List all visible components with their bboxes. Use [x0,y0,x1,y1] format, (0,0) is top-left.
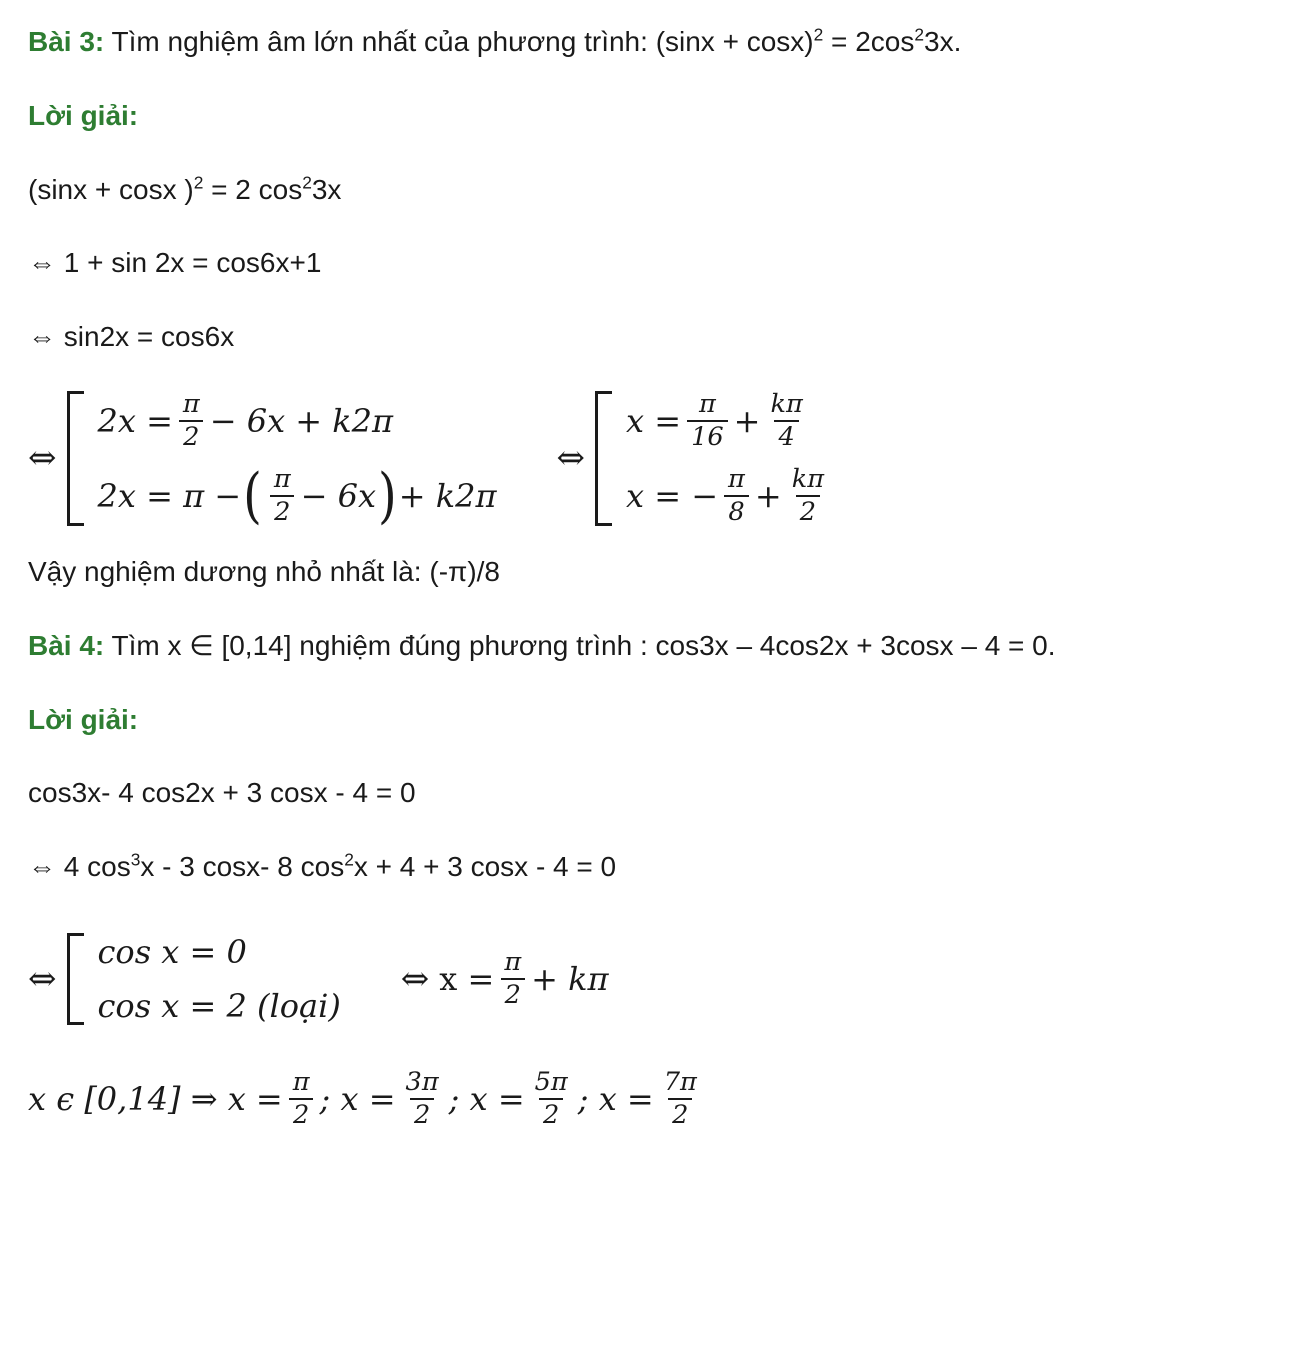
solutions-lhs: x ϵ [0,14] ⇒ x = [28,1079,283,1118]
left-row2-frac-num: π [273,464,291,495]
system-bracket-4 [67,933,84,1025]
right-row1-lhs: x = [626,401,682,440]
iff-symbol-right: ⇔ [556,438,586,479]
exercise-3-sup-1: 2 [813,24,824,45]
system-4-row2-text: cos x = 2 (loại) [97,986,341,1025]
result-4-fraction [500,949,525,1009]
solution-fraction-3 [531,1066,572,1130]
solution-3-line-2: ⇔ 1 + sin 2x = cos6x+1 [28,247,322,279]
solution-sep-2: ; x = [448,1079,525,1118]
iff-symbol-4-1: ⇔ [28,958,57,999]
solution-f1-num: π [292,1066,310,1097]
right-row2-plus: + [754,477,782,516]
system-4-row-2 [98,987,341,1025]
result-4-frac-num: π [504,947,522,978]
exercise-4-statement-text: Tìm x ∈ [0,14] nghiệm đúng phương trình : cos3x – 4cos2x + 3cosx – 4 = 0. [104,629,1056,661]
solution-fraction-1 [289,1066,314,1130]
right-row2-fraction-2 [788,466,828,526]
solution-3-conclusion: Vậy nghiệm dương nhỏ nhất là: (-π)/8 [28,556,501,588]
system-4-result [401,949,609,1009]
right-row2-fraction-1 [724,466,749,526]
right-row1-f1-num: π [698,388,716,419]
system-bracket-right [595,391,612,526]
solution-3-line1-sup2: 2 [302,172,312,193]
solution-fraction-4 [660,1066,701,1130]
solution-label-4 [28,700,1278,740]
exercise-3-statement [28,22,1278,62]
left-row2-rest: + k2π [398,477,497,516]
solution-f3-den: 2 [539,1098,563,1129]
iff-symbol-4-2: ⇔ [400,958,430,999]
left-system-row-1 [97,388,497,452]
right-row1-plus: + [733,401,761,440]
solution-f3-num: 5π [534,1066,568,1097]
right-row1-fraction-2 [766,388,806,452]
solution-4-heading: Lời giải: [28,703,139,735]
left-row2-lparen: ( [243,461,262,532]
left-row2-rparen: ) [378,461,397,532]
right-row2-f2-num: kπ [791,464,825,495]
exercise-3-label: Bài 3: [28,26,105,57]
solution-4-line2-pre: ⇔ 4 cos [28,851,131,883]
solution-4-line-2 [28,847,1278,887]
solution-3-line1-pre: (sinx + cosx ) [28,173,194,205]
exercise-4-statement [28,626,1278,666]
solution-3-heading: Lời giải: [28,99,139,131]
system-bracket-left [67,391,84,526]
solution-f4-num: 7π [663,1066,697,1097]
result-4-lhs: x = [439,959,495,998]
solution-3-line1-end: 3x [311,173,342,205]
left-row2-inner-rest: − 6x [300,477,377,516]
system-4-row1-text: cos x = 0 [97,932,247,971]
left-row1-lhs: 2x = [97,401,173,440]
solution-4-line2-sup2: 2 [344,849,354,870]
left-row2-lhs: 2x = π − [97,477,242,516]
right-row2-f2-den: 2 [796,495,820,526]
left-row1-frac-num: π [182,388,200,419]
solution-sep-1: ; x = [319,1079,396,1118]
solution-3-line-3: ⇔ sin2x = cos6x [28,321,235,352]
left-row1-frac-den: 2 [179,420,203,451]
solution-4-line-1: cos3x- 4 cos2x + 3 cosx - 4 = 0 [28,777,416,809]
exercise-4-label: Bài 4: [28,629,105,661]
right-row1-f2-den: 4 [774,420,798,451]
left-row2-frac-den: 2 [270,495,294,526]
system-4-row-1 [98,933,341,971]
solution-4-line2-sup1: 3 [130,849,141,870]
left-row1-rest: − 6x + k2π [209,401,394,440]
solution-4-line2-mid: x - 3 cosx- 8 cos [140,851,345,883]
exercise-3-statement-post: = 2cos [823,26,915,57]
left-system-row-2 [97,461,497,532]
right-system-row-1 [626,388,834,452]
left-row2-fraction [270,466,295,526]
left-row1-fraction [179,388,204,452]
solution-3-line-1 [28,170,1278,210]
right-row1-f2-num: kπ [770,388,803,419]
solution-4-line2-end: x + 4 + 3 cosx - 4 = 0 [353,851,617,883]
equation-system-block-3 [28,388,1278,532]
exercise-3-statement-end: 3x. [924,26,962,57]
right-row2-lhs: x = − [626,477,719,516]
solutions-list-block [28,1066,1278,1130]
result-4-rest: + kπ [531,959,609,998]
right-row1-f1-den: 16 [687,420,728,451]
solution-f1-den: 2 [289,1098,313,1129]
solution-3-line1-mid: = 2 cos [203,173,303,205]
solutions-list-row [28,1066,1278,1130]
result-4-frac-den: 2 [501,978,525,1009]
iff-symbol-left: ⇔ [28,438,57,479]
right-row2-f1-num: π [728,464,745,495]
solution-f2-den: 2 [410,1098,434,1129]
solution-f4-den: 2 [668,1098,692,1129]
right-system [556,388,835,528]
right-row2-f1-den: 8 [724,495,748,526]
left-system [28,388,497,532]
exercise-3-statement-pre: Tìm nghiệm âm lớn nhất của phương trình: (sinx + cosx) [104,26,814,57]
exercise-3-sup-2: 2 [914,24,924,45]
solution-label-3 [28,96,1278,136]
right-row1-fraction-1 [687,388,728,452]
equation-system-block-4 [28,933,1278,1025]
solution-3-line1-sup1: 2 [193,172,204,193]
solution-sep-3: ; x = [577,1079,654,1118]
solution-f2-num: 3π [405,1066,439,1097]
solution-fraction-2 [402,1066,443,1130]
right-system-row-2 [626,466,834,526]
